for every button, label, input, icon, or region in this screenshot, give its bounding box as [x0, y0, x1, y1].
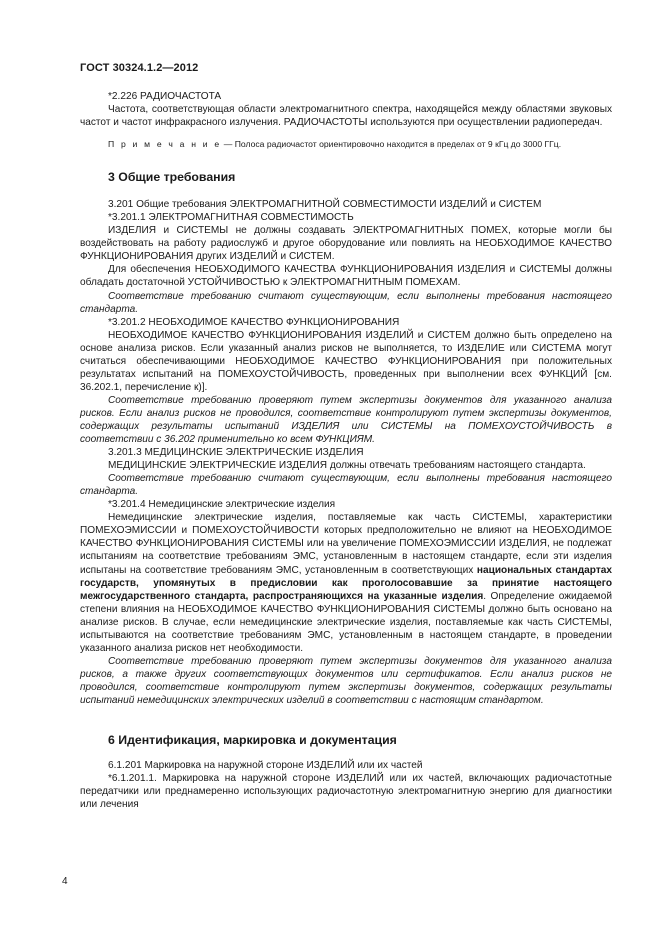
note — [80, 138, 612, 150]
compliance-text: Соответствие требованию считают существующим, если выполнены требования настоящего стандарта. — [80, 473, 612, 498]
note-label: П р и м е ч а н и е — [108, 139, 222, 150]
paragraph: *6.1.201.1. Маркировка на наружной стороне ИЗДЕЛИЙ или их частей, включающих радиочастотные передатчики или преднамеренно использующих радиочастотную электромагнитную энергию для диагностики или лечения — [80, 773, 612, 811]
clause-heading: 3.201.3 МЕДИЦИНСКИЕ ЭЛЕКТРИЧЕСКИЕ ИЗДЕЛИЯ — [108, 447, 364, 459]
clause-heading: 3.201 Общие требования ЭЛЕКТРОМАГНИТНОЙ СОВМЕСТИМОСТИ ИЗДЕЛИЙ и СИСТЕМ — [108, 199, 542, 211]
paragraph: Частота, соответствующая области электромагнитного спектра, находящейся между областями звуковых частот и частот инфракрасного излучения. РАДИОЧАСТОТЫ используются при осуществлении радиопередач. — [80, 104, 612, 129]
section-title: 3 Общие требования — [108, 170, 236, 185]
paragraph: ИЗДЕЛИЯ и СИСТЕМЫ не должны создавать ЭЛЕКТРОМАГНИТНЫХ ПОМЕХ, которые могли бы воздействовать на работу радиослужб и другое оборудование или повлиять на НЕОБХОДИМОЕ КАЧЕСТВО ФУНКЦИОНИРОВАНИЯ других ИЗДЕЛИЙ и СИСТЕМ. — [80, 225, 612, 263]
paragraph-part: Немедицинские электрические изделия, поставляемые как часть СИСТЕМЫ, характеристики ПОМЕХОЭМИССИИ и ПОМЕХОУСТОЙЧИВОСТИ которых предположительно не влияют на НЕОБХОДИМОЕ КАЧЕСТВО ФУНКЦИОНИРОВАНИЯ СИСТЕМЫ или на увеличение ПОМЕХОЭМИССИИ ИЗДЕЛИЯ, не подлежат испытаниям на соответствие требованиям ЭМС, установленным в настоящем стандарте, если эти изделия испытаны на соответствие требованиям ЭМС, установленным в соответствующих — [80, 512, 612, 576]
document-body — [80, 90, 612, 811]
bold-text: национальных стандартах государств, упомянутых в предисловии как проголосовавшие за принятие настоящего межгосударственного стандарта, распространяющихся на указанные изделия — [80, 564, 612, 602]
paragraph: НЕОБХОДИМОЕ КАЧЕСТВО ФУНКЦИОНИРОВАНИЯ ИЗДЕЛИЙ и СИСТЕМ должно быть определено на основе анализа рисков. Если указанный анализ рисков не выполняется, то ИЗДЕЛИЕ или СИСТЕМА могут считаться обеспечивающими НЕОБХОДИМОЕ КАЧЕСТВО ФУНКЦИОНИРОВАНИЯ при положительных результатах испытаний на ПОМЕХОУСТОЙЧИВОСТЬ, проведенных при выполнении всех ФУНКЦИЙ [см. 36.202.1, перечисление к)]. — [80, 329, 612, 393]
compliance-text: Соответствие требованию считают существующим, если выполнены требования настоящего стандарта. — [80, 290, 612, 315]
paragraph: Для обеспечения НЕОБХОДИМОГО КАЧЕСТВА ФУНКЦИОНИРОВАНИЯ ИЗДЕЛИЯ и СИСТЕМЫ должны обладать достаточной УСТОЙЧИВОСТЬЮ к ЭЛЕКТРОМАГНИТНЫМ ПОМЕХАМ. — [80, 264, 612, 289]
paragraph — [80, 511, 612, 655]
page-number: 4 — [62, 876, 68, 887]
paragraph: МЕДИЦИНСКИЕ ЭЛЕКТРИЧЕСКИЕ ИЗДЕЛИЯ должны отвечать требованиям настоящего стандарта. — [108, 460, 586, 472]
document-header: ГОСТ 30324.1.2—2012 — [80, 62, 199, 74]
paragraph-part: . Определение ожидаемой степени влияния на НЕОБХОДИМОЕ КАЧЕСТВО ФУНКЦИОНИРОВАНИЯ СИСТЕМЫ должно быть основано на анализе рисков. В случае, если немедицинские электрические изделия, поставляемые как часть СИСТЕМЫ, испытываются на соответствие требованиям ЭМС, установленным в настоящем стандарте, в проведении указанного анализа рисков нет необходимости. — [80, 590, 612, 654]
compliance-text: Соответствие требованию проверяют путем экспертизы документов для указанного анализа рисков. Если анализ рисков не проводился, соответствие контролируют путем экспертизы документов, содержащих результаты испытаний ИЗДЕЛИЯ или СИСТЕМЫ на ПОМЕХОУСТОЙЧИВОСТЬ в соответствии с 36.202 применительно ко всем ФУНКЦИЯМ. — [80, 394, 612, 446]
clause-heading: *3.201.2 НЕОБХОДИМОЕ КАЧЕСТВО ФУНКЦИОНИРОВАНИЯ — [108, 316, 400, 328]
note-text: — Полоса радиочастот ориентировочно находится в пределах от 9 кГц до 3000 ГГц. — [221, 139, 562, 150]
clause-heading: *3.201.4 Немедицинские электрические изделия — [108, 499, 336, 511]
clause-heading: 6.1.201 Маркировка на наружной стороне ИЗДЕЛИЙ или их частей — [108, 760, 423, 772]
clause-heading: *2.226 РАДИОЧАСТОТА — [108, 91, 222, 102]
clause-heading: *3.201.1 ЭЛЕКТРОМАГНИТНАЯ СОВМЕСТИМОСТЬ — [108, 212, 354, 224]
compliance-text: Соответствие требованию проверяют путем экспертизы документов для указанного анализа рисков, а также других соответствующих документов или сертификатов. Если анализ рисков не проводился, соответствие контролируют путем экспертизы документов, содержащих результаты испытаний немедицинских электрических изделий в соответствии с настоящим стандартом. — [80, 655, 612, 706]
section-title: 6 Идентификация, маркировка и документация — [108, 733, 397, 748]
